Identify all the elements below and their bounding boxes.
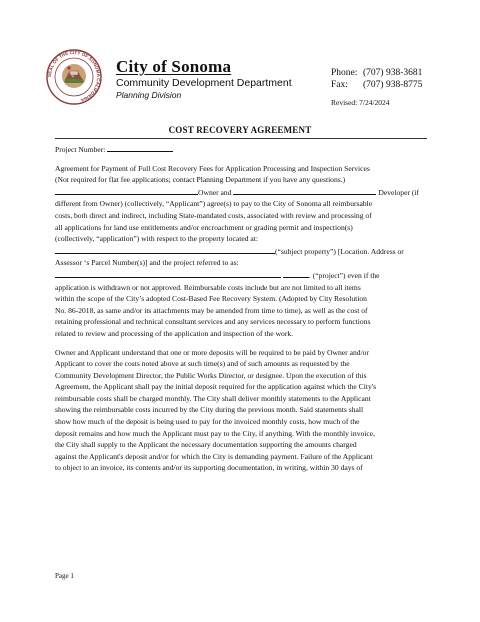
title-divider <box>55 138 427 139</box>
deposit-paragraph-line: Community Development Director, the Public Works Director, or designee. Upon the execution of this <box>55 370 367 380</box>
body-line: retaining professional and technical consultant services and any services necessary to perform functions <box>55 317 371 327</box>
fax-label: Fax: <box>331 79 348 90</box>
owner-and-text: Owner and <box>198 187 232 197</box>
deposit-paragraph-line: Agreement, the Applicant shall pay the initial deposit required for the application against which the City's <box>55 382 377 392</box>
deposit-paragraph-line: deposit remains and how much the Applicant must pay to the City, if anything. With the monthly invoice, <box>55 428 376 438</box>
project-name-field[interactable] <box>55 269 281 278</box>
project-number-line <box>55 143 427 156</box>
body-line: (collectively, “application”) with respect to the property located at: <box>55 234 258 244</box>
agreement-body <box>55 143 427 474</box>
body-line: Agreement for Payment of Full Cost Recovery Fees for Application Processing and Inspection Services <box>55 163 370 173</box>
page-number: Page 1 <box>55 572 74 580</box>
project-even-if-text: . (“project”) even if the <box>308 270 380 280</box>
developer-if-text: Developer (if <box>378 187 420 197</box>
fax-number: (707) 938-8775 <box>363 79 423 90</box>
subject-property-text: (“subject property”) [Location. Address or <box>275 246 404 256</box>
division-name: Planning Division <box>116 90 182 100</box>
project-name-line <box>55 269 427 282</box>
document-title: COST RECOVERY AGREEMENT <box>168 125 312 135</box>
body-line: (Not required for flat fee applications; contact Planning Department if you have any questions.) <box>55 175 346 185</box>
deposit-paragraph-line: the City shall supply to the Applicant the necessary documentation supporting the amounts charged <box>55 440 357 450</box>
body-line: related to review and processing of the application and inspection of the work. <box>55 328 294 338</box>
body-line: within the scope of the City’s adopted Cost-Based Fee Recovery System. (Adopted by City Resolution <box>55 294 367 304</box>
body-line: No. 86-2018, as same and/or its attachments may be amended from time to time), as well as the cost of <box>55 305 368 315</box>
phone-row <box>331 68 422 80</box>
seal-ring-text: SEAL OF THE CITY OF SONOMA CALIFORNIA <box>46 49 102 103</box>
deposit-paragraph-line: showing the reimbursable costs incurred by the City during the previous month. Said statements shall <box>55 405 364 415</box>
subject-property-line <box>55 245 427 258</box>
owner-name-field[interactable] <box>55 186 198 195</box>
body-line: Assessor ‘s Parcel Number(s)] and the project referred to as: <box>55 258 239 268</box>
letterhead <box>116 58 292 101</box>
body-line: different from Owner) (collectively, “Applicant”) agree(s) to pay to the City of Sonoma all reimbursable <box>55 199 373 209</box>
project-number-field[interactable] <box>107 143 173 152</box>
project-name-field-2[interactable] <box>283 269 309 278</box>
fax-row <box>331 80 422 92</box>
revised-date: Revised: 7/24/2024 <box>331 98 390 107</box>
deposit-paragraph-line: Owner and Applicant understand that one or more deposits will be required to be paid by Owner and/or <box>55 347 370 357</box>
deposit-paragraph-line: to object to an invoice, its contents and/or its supporting documentation, in writing, within 30 days of <box>55 463 363 473</box>
body-line: all applications for land use entitlements and/or encroachment or grading permit and inspection(s) <box>55 222 353 232</box>
phone-number: (707) 938-3681 <box>363 68 423 78</box>
deposit-paragraph-line: reimbursable costs shall be charged monthly. The City shall deliver monthly statements to the Applicant <box>55 393 371 403</box>
deposit-paragraph-line: Applicant to cover the costs noted above at such time(s) and of such amounts as requested by the <box>55 359 350 369</box>
deposit-paragraph-line: show how much of the deposit is being used to pay for the invoiced monthly costs, how much of the <box>55 417 360 427</box>
city-name: City of Sonoma <box>116 57 232 76</box>
developer-name-field[interactable] <box>233 186 376 195</box>
contact-info <box>331 68 422 91</box>
project-number-label: Project Number: <box>55 145 106 154</box>
body-line: costs, both direct and indirect, including State-mandated costs, associated with review and processing of <box>55 210 372 220</box>
owner-developer-line <box>55 186 427 199</box>
phone-label: Phone: <box>331 68 358 78</box>
department-name: Community Development Department <box>116 77 292 89</box>
city-seal-icon <box>46 49 102 105</box>
property-address-field[interactable] <box>55 245 275 254</box>
body-line: application is withdrawn or not approved. Reimbursable costs include but are not limited to all items <box>55 282 361 292</box>
deposit-paragraph-line: against the Applicant's deposit and/or for which the City is demanding payment. Failure of the Applicant <box>55 451 373 461</box>
